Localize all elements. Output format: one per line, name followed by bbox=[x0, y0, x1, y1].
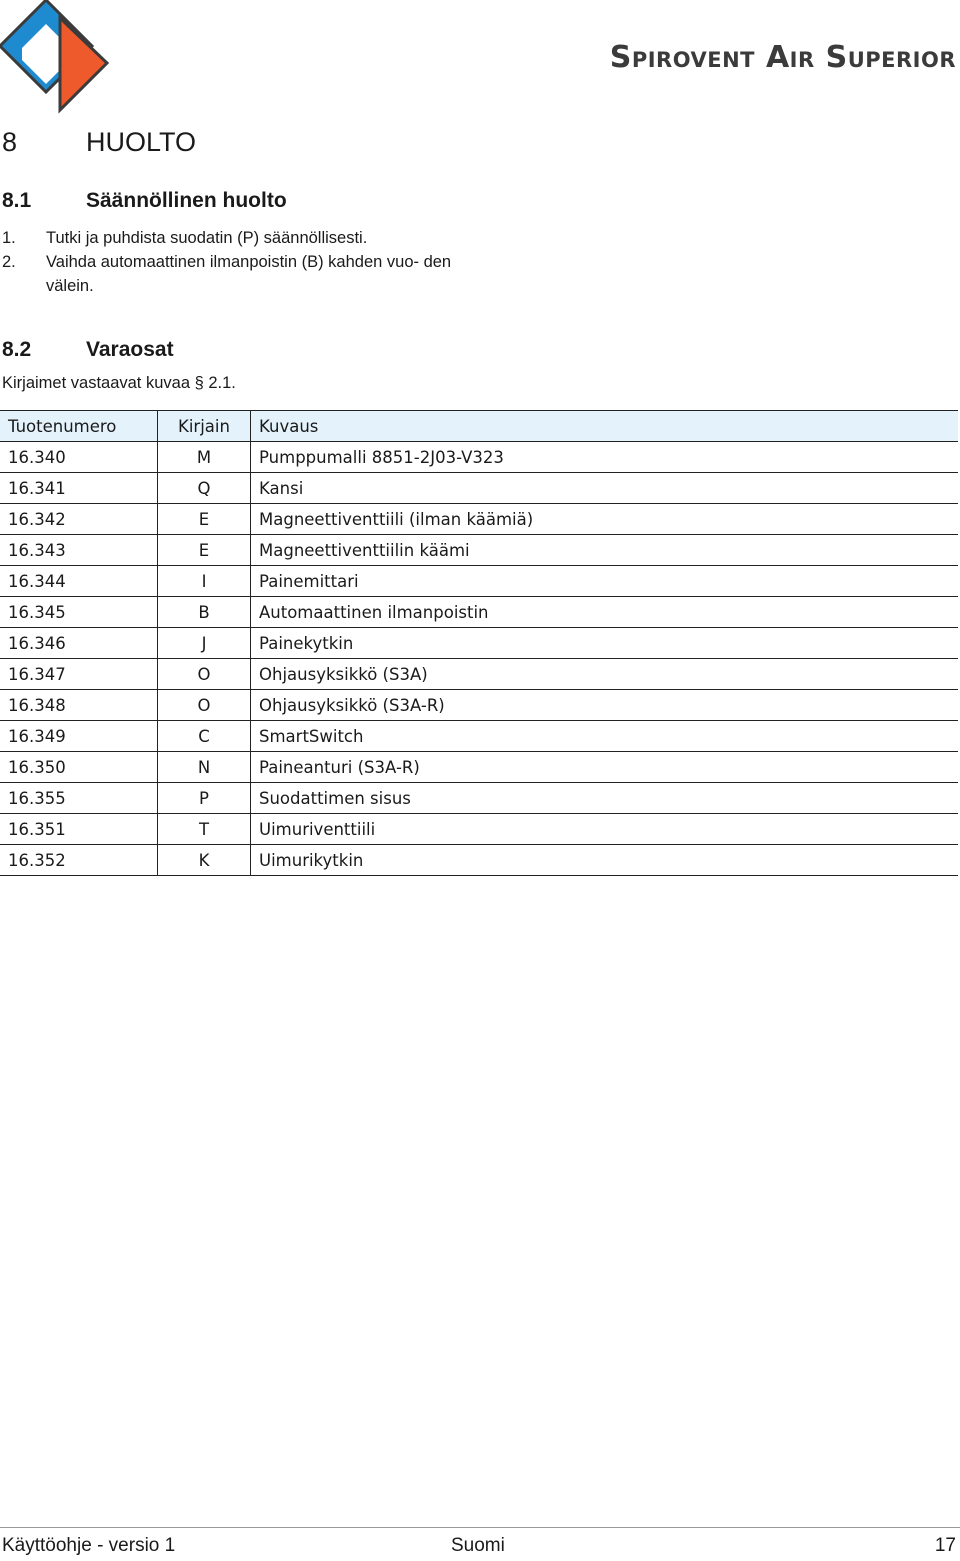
subsection-number: 8.2 bbox=[2, 338, 32, 361]
cell-letter: I bbox=[158, 566, 251, 597]
table-row bbox=[0, 659, 958, 690]
cell-description: Paineanturi (S3A-R) bbox=[251, 752, 959, 783]
table-row bbox=[0, 814, 958, 845]
footer-language: Suomi bbox=[451, 1535, 505, 1556]
cell-letter: O bbox=[158, 690, 251, 721]
subsection-title: Säännöllinen huolto bbox=[86, 189, 287, 212]
table-row bbox=[0, 442, 958, 473]
cell-letter: M bbox=[158, 442, 251, 473]
table-row bbox=[0, 504, 958, 535]
table-row bbox=[0, 597, 958, 628]
col-header-description: Kuvaus bbox=[251, 411, 959, 442]
cell-product-number: 16.340 bbox=[0, 442, 158, 473]
cell-letter: B bbox=[158, 597, 251, 628]
spirovent-logo bbox=[0, 0, 112, 114]
cell-description: Pumppumalli 8851-2J03-V323 bbox=[251, 442, 959, 473]
table-row bbox=[0, 721, 958, 752]
cell-description: Magneettiventtiili (ilman käämiä) bbox=[251, 504, 959, 535]
list-item-text: Vaihda automaattinen ilmanpoistin (B) kahden vuo- den välein. bbox=[46, 253, 452, 295]
cell-product-number: 16.348 bbox=[0, 690, 158, 721]
cell-description: Automaattinen ilmanpoistin bbox=[251, 597, 959, 628]
list-item-text: Tutki ja puhdista suodatin (P) säännöllisesti. bbox=[46, 229, 368, 247]
cell-product-number: 16.351 bbox=[0, 814, 158, 845]
logo-graphic bbox=[0, 0, 112, 114]
parts-table bbox=[0, 410, 958, 876]
cell-letter: J bbox=[158, 628, 251, 659]
cell-letter: E bbox=[158, 504, 251, 535]
footer-divider bbox=[0, 1527, 960, 1528]
subsection-title: Varaosat bbox=[86, 338, 174, 361]
cell-description: Painekytkin bbox=[251, 628, 959, 659]
maintenance-list bbox=[2, 226, 472, 298]
list-item bbox=[2, 250, 472, 298]
table-row bbox=[0, 690, 958, 721]
cell-description: Kansi bbox=[251, 473, 959, 504]
cell-letter: C bbox=[158, 721, 251, 752]
cell-letter: O bbox=[158, 659, 251, 690]
logo-orange-diamond bbox=[60, 18, 107, 110]
table-row bbox=[0, 473, 958, 504]
table-row bbox=[0, 783, 958, 814]
cell-product-number: 16.350 bbox=[0, 752, 158, 783]
cell-letter: Q bbox=[158, 473, 251, 504]
col-header-product-number: Tuotenumero bbox=[0, 411, 158, 442]
cell-product-number: 16.347 bbox=[0, 659, 158, 690]
footer-page-number: 17 bbox=[934, 1535, 956, 1556]
table-header-row bbox=[0, 411, 958, 442]
section-number: 8 bbox=[2, 127, 18, 157]
footer-doc-title: Käyttöohje - versio 1 bbox=[2, 1535, 176, 1556]
cell-letter: P bbox=[158, 783, 251, 814]
parts-intro: Kirjaimet vastaavat kuvaa § 2.1. bbox=[2, 374, 236, 392]
cell-description: SmartSwitch bbox=[251, 721, 959, 752]
cell-description: Painemittari bbox=[251, 566, 959, 597]
table-row bbox=[0, 535, 958, 566]
cell-product-number: 16.345 bbox=[0, 597, 158, 628]
cell-product-number: 16.344 bbox=[0, 566, 158, 597]
cell-product-number: 16.343 bbox=[0, 535, 158, 566]
cell-product-number: 16.349 bbox=[0, 721, 158, 752]
cell-product-number: 16.352 bbox=[0, 845, 158, 876]
cell-description: Suodattimen sisus bbox=[251, 783, 959, 814]
cell-letter: N bbox=[158, 752, 251, 783]
table-row bbox=[0, 752, 958, 783]
col-header-letter: Kirjain bbox=[158, 411, 251, 442]
table-row bbox=[0, 566, 958, 597]
cell-description: Uimuriventtiili bbox=[251, 814, 959, 845]
cell-product-number: 16.342 bbox=[0, 504, 158, 535]
cell-product-number: 16.355 bbox=[0, 783, 158, 814]
cell-description: Magneettiventtiilin käämi bbox=[251, 535, 959, 566]
cell-product-number: 16.346 bbox=[0, 628, 158, 659]
cell-description: Uimurikytkin bbox=[251, 845, 959, 876]
section-title: HUOLTO bbox=[86, 127, 197, 157]
table-body bbox=[0, 442, 958, 876]
cell-letter: T bbox=[158, 814, 251, 845]
list-item-number: 2. bbox=[2, 253, 16, 271]
subsection-number: 8.1 bbox=[2, 189, 32, 212]
list-item bbox=[2, 226, 472, 250]
cell-product-number: 16.341 bbox=[0, 473, 158, 504]
cell-letter: E bbox=[158, 535, 251, 566]
cell-description: Ohjausyksikkö (S3A) bbox=[251, 659, 959, 690]
table-row bbox=[0, 628, 958, 659]
brand-title: Spirovent Air Superior bbox=[609, 40, 956, 75]
list-item-number: 1. bbox=[2, 229, 16, 247]
cell-description: Ohjausyksikkö (S3A-R) bbox=[251, 690, 959, 721]
table-row bbox=[0, 845, 958, 876]
cell-letter: K bbox=[158, 845, 251, 876]
